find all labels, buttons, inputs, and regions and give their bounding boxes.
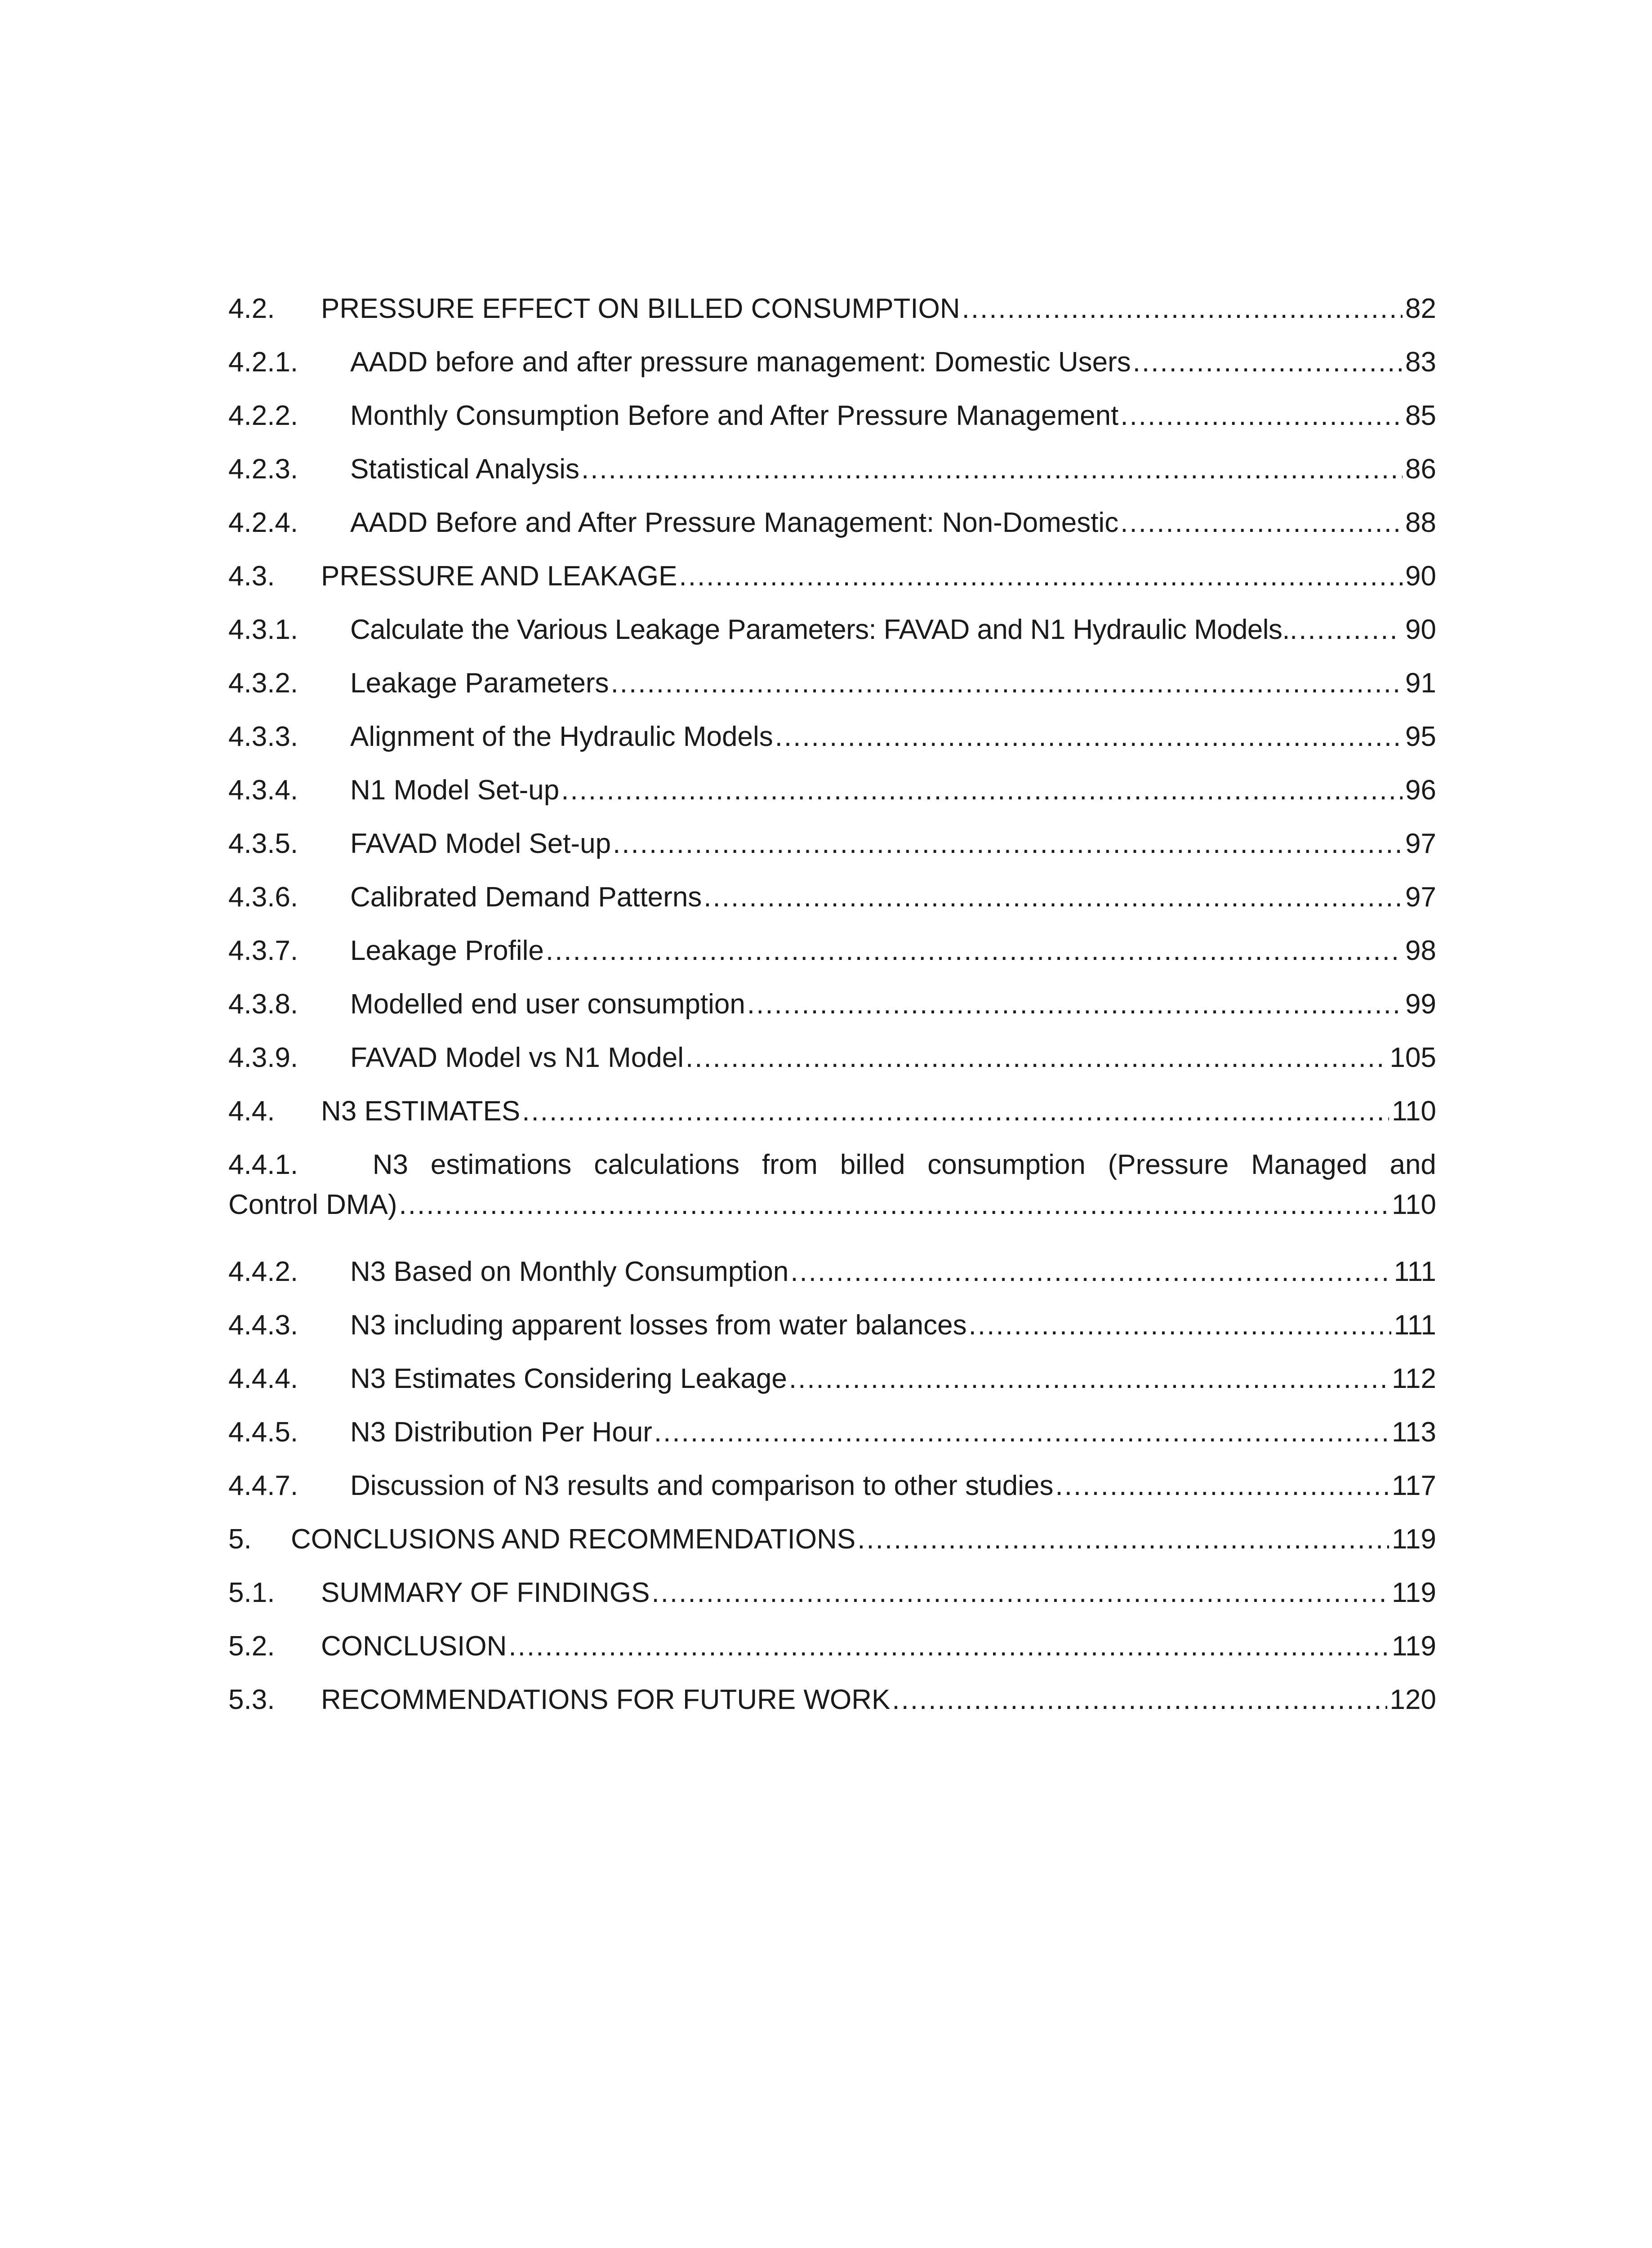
toc-entry-title: CONCLUSIONS AND RECOMMENDATIONS (291, 1524, 856, 1555)
toc-entry[interactable] (228, 1289, 1436, 1342)
toc-entry-title: Monthly Consumption Before and After Pressure Management (350, 400, 1119, 431)
toc-entry-page: 90 (1405, 561, 1436, 592)
toc-dot-leader (508, 1630, 1389, 1663)
toc-entry-line-1 (228, 1128, 1436, 1182)
toc-entry[interactable] (228, 1503, 1436, 1556)
toc-entry-page: 88 (1405, 507, 1436, 538)
toc-entry-number: 4.2.1. (228, 347, 298, 378)
toc-entry-number: 5. (228, 1524, 252, 1555)
toc-dot-leader (789, 1362, 1389, 1396)
toc-entry-page: 112 (1392, 1363, 1436, 1394)
toc-entry-number: 4.3.2. (228, 668, 298, 699)
toc-entry-page: 119 (1392, 1631, 1436, 1662)
toc-entry-page: 82 (1405, 293, 1436, 324)
toc-entry[interactable] (228, 914, 1436, 968)
toc-entry-title: FAVAD Model Set-up (350, 828, 611, 859)
toc-entry[interactable] (228, 754, 1436, 807)
toc-dot-leader (686, 1041, 1387, 1075)
toc-entry-page: 120 (1389, 1684, 1436, 1715)
toc-dot-leader (704, 881, 1403, 914)
toc-entry-title: Calculate the Various Leakage Parameters: FAVAD and N1 Hydraulic Models. (350, 614, 1290, 645)
toc-entry-title-word: Managed (1251, 1149, 1367, 1180)
toc-entry-number: 4.2.4. (228, 507, 298, 538)
toc-entry-number: 4.2.3. (228, 454, 298, 485)
toc-entry[interactable] (228, 540, 1436, 593)
toc-dot-leader (561, 774, 1403, 807)
toc-entry-number: 4.4.2. (228, 1256, 298, 1287)
toc-dot-leader (651, 1576, 1389, 1610)
toc-entry-title: CONCLUSION (321, 1631, 507, 1662)
toc-entry-title-word: and (1389, 1149, 1436, 1180)
toc-entry-page: 105 (1389, 1042, 1436, 1073)
toc-entry-title-word: consumption (927, 1149, 1086, 1180)
toc-entry-number: 5.2. (228, 1631, 275, 1662)
toc-entry-page: 97 (1405, 882, 1436, 913)
toc-dot-leader (1290, 613, 1401, 647)
toc-entry-title-continuation: Control DMA) (228, 1189, 397, 1220)
toc-entry-title: N1 Model Set-up (350, 775, 560, 806)
toc-entry-title: RECOMMENDATIONS FOR FUTURE WORK (321, 1684, 891, 1715)
toc-entry-page: 96 (1405, 775, 1436, 806)
toc-entry-page: 110 (1392, 1096, 1436, 1127)
toc-entry-title: N3 Distribution Per Hour (350, 1417, 652, 1448)
toc-entry[interactable] (228, 861, 1436, 914)
toc-entry-number: 4.4.5. (228, 1417, 298, 1448)
toc-entry-number: 4.4.4. (228, 1363, 298, 1394)
toc-entry-title: N3 including apparent losses from water balances (350, 1310, 967, 1341)
toc-entry-title: AADD before and after pressure management: Domestic Users (350, 347, 1131, 378)
toc-entry-title-word: (Pressure (1108, 1149, 1229, 1180)
toc-entry[interactable] (228, 1075, 1436, 1128)
toc-entry-number: 5.1. (228, 1577, 275, 1608)
toc-entry-number: 4.4. (228, 1096, 275, 1127)
toc-entry-number: 4.2. (228, 293, 275, 324)
toc-entry-title: FAVAD Model vs N1 Model (350, 1042, 684, 1073)
toc-entry-page: 98 (1405, 935, 1436, 966)
toc-entry-number: 4.4.1. (228, 1149, 298, 1180)
toc-entry-number: 4.3.3. (228, 721, 298, 752)
toc-entry-number: 5.3. (228, 1684, 275, 1715)
toc-entry-title-word: from (761, 1149, 818, 1180)
toc-entry[interactable] (228, 1396, 1436, 1449)
toc-entry[interactable] (228, 700, 1436, 754)
toc-entry-number: 4.3.6. (228, 882, 298, 913)
toc-dot-leader (969, 1309, 1391, 1342)
toc-entry-title: Calibrated Demand Patterns (350, 882, 702, 913)
toc-entry-page: 111 (1394, 1256, 1436, 1287)
toc-dot-leader (611, 667, 1403, 700)
toc-entry-number: 4.3.4. (228, 775, 298, 806)
toc-entry-number: 4.3.8. (228, 989, 298, 1020)
toc-dot-leader (613, 827, 1403, 861)
toc-entry-title: Statistical Analysis (350, 454, 579, 485)
toc-entry-page: 85 (1405, 400, 1436, 431)
toc-entry-title: PRESSURE AND LEAKAGE (321, 561, 677, 592)
toc-entry[interactable] (228, 1021, 1436, 1075)
toc-entry-page: 91 (1405, 668, 1436, 699)
toc-dot-leader (857, 1523, 1389, 1556)
toc-entry-title: PRESSURE EFFECT ON BILLED CONSUMPTION (321, 293, 960, 324)
toc-entry-title-word: estimations (430, 1149, 572, 1180)
toc-dot-leader (790, 1255, 1391, 1289)
toc-dot-leader (1133, 346, 1403, 379)
toc-entry[interactable] (228, 1556, 1436, 1610)
toc-entry[interactable] (228, 647, 1436, 700)
toc-entry[interactable] (228, 807, 1436, 861)
toc-entry-title: Discussion of N3 results and comparison to other studies (350, 1470, 1054, 1501)
toc-entry-page: 117 (1392, 1470, 1436, 1501)
toc-entry-page: 86 (1405, 454, 1436, 485)
toc-entry[interactable] (228, 379, 1436, 433)
toc-dot-leader (747, 988, 1403, 1021)
toc-entry-title: Leakage Parameters (350, 668, 609, 699)
toc-entry-title: SUMMARY OF FINDINGS (321, 1577, 650, 1608)
toc-entry-number: 4.3. (228, 561, 275, 592)
toc-entry-number: 4.3.1. (228, 614, 298, 645)
toc-dot-leader (962, 292, 1403, 326)
toc-entry-title: N3 Estimates Considering Leakage (350, 1363, 787, 1394)
toc-dot-leader (1120, 506, 1403, 540)
toc-dot-leader (399, 1188, 1389, 1222)
toc-entry[interactable] (228, 272, 1436, 326)
toc-dot-leader (581, 453, 1403, 486)
toc-entry-title: Leakage Profile (350, 935, 544, 966)
toc-dot-leader (546, 934, 1403, 968)
toc-entry-line-2 (228, 1188, 1436, 1222)
toc-entry[interactable] (228, 1610, 1436, 1663)
toc-dot-leader (654, 1416, 1389, 1449)
toc-entry-page: 110 (1392, 1189, 1436, 1220)
toc-entry[interactable] (228, 1663, 1436, 1717)
toc-entry[interactable] (228, 1342, 1436, 1396)
toc-entry-title: AADD Before and After Pressure Management: Non-Domestic (350, 507, 1119, 538)
toc-entry[interactable] (228, 486, 1436, 540)
toc-entry-title-word: billed (840, 1149, 905, 1180)
toc-dot-leader (522, 1095, 1389, 1128)
toc-entry[interactable] (228, 326, 1436, 379)
toc-entry[interactable] (228, 433, 1436, 486)
toc-entry[interactable] (228, 1449, 1436, 1503)
toc-entry-number: 4.4.7. (228, 1470, 298, 1501)
toc-entry-page: 119 (1392, 1577, 1436, 1608)
toc-entry-number: 4.3.7. (228, 935, 298, 966)
toc-entry-number: 4.3.5. (228, 828, 298, 859)
toc-entry[interactable] (228, 968, 1436, 1021)
toc-entry-page: 90 (1405, 614, 1436, 645)
toc-entry[interactable] (228, 1235, 1436, 1289)
toc-dot-leader (679, 560, 1403, 593)
toc-entry-page: 95 (1405, 721, 1436, 752)
toc-dot-leader (892, 1683, 1387, 1717)
toc-entry-title-word: N3 (372, 1149, 409, 1180)
toc-entry-page: 119 (1392, 1524, 1436, 1555)
toc-entry-page: 113 (1392, 1417, 1436, 1448)
toc-entry-title: Alignment of the Hydraulic Models (350, 721, 773, 752)
toc-entry-number: 4.4.3. (228, 1310, 298, 1341)
table-of-contents (228, 272, 1436, 1717)
toc-entry-page: 97 (1405, 828, 1436, 859)
toc-entry-page: 99 (1405, 989, 1436, 1020)
toc-dot-leader (1055, 1469, 1389, 1503)
toc-entry-title: N3 ESTIMATES (321, 1096, 521, 1127)
toc-entry-page: 111 (1394, 1310, 1436, 1341)
toc-entry-number: 4.3.9. (228, 1042, 298, 1073)
toc-entry-number: 4.2.2. (228, 400, 298, 431)
toc-dot-leader (1120, 399, 1403, 433)
toc-entry-title: N3 Based on Monthly Consumption (350, 1256, 789, 1287)
toc-entry-title: Modelled end user consumption (350, 989, 745, 1020)
toc-dot-leader (775, 720, 1403, 754)
toc-entry[interactable] (228, 593, 1436, 647)
toc-entry-title-word: calculations (594, 1149, 740, 1180)
toc-entry[interactable] (228, 1128, 1436, 1235)
toc-entry-page: 83 (1405, 347, 1436, 378)
